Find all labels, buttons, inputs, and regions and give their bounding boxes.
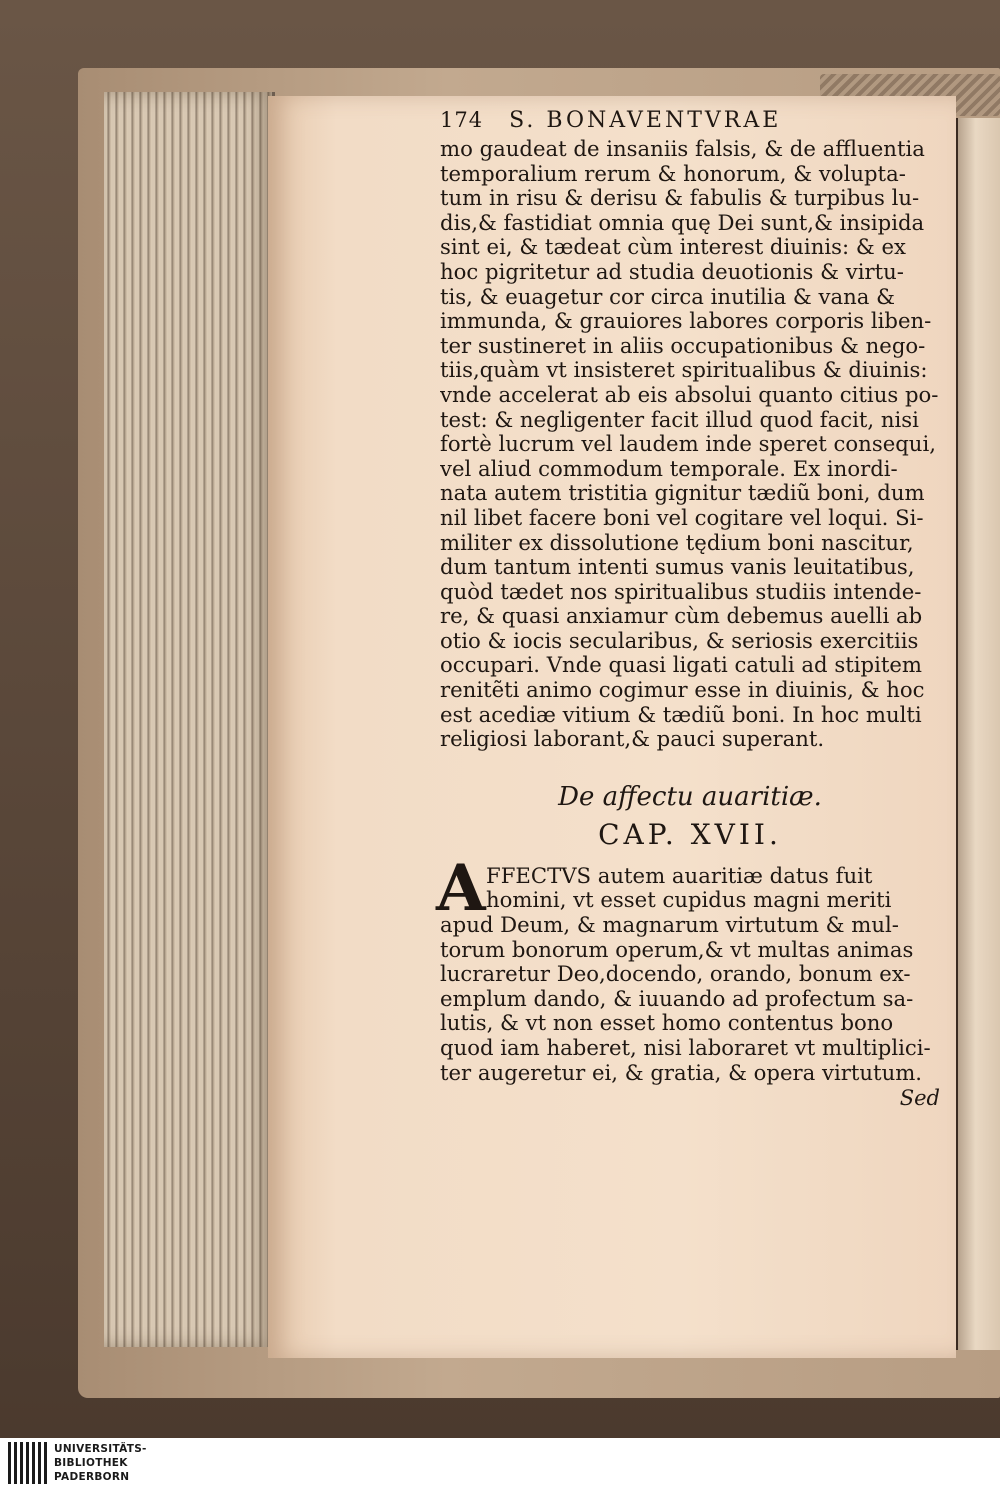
running-head (440, 106, 940, 135)
text-line: dum tantum intenti sumus vanis leuitatibus, (440, 555, 915, 580)
text-line: lutis, & vt non esset homo contentus bono (440, 1011, 894, 1036)
running-title: S. BONAVENTVRAE (509, 108, 782, 133)
library-logo-icon (8, 1442, 48, 1484)
text-line: hoc pigritetur ad studia deuotionis & virtu- (440, 259, 904, 284)
text-line: militer ex dissolutione tędium boni nascitur, (440, 530, 914, 555)
drop-cap: A (436, 850, 486, 926)
page-text (436, 106, 940, 1111)
text-line: lucraretur Deo,docendo, orando, bonum ex- (440, 962, 911, 987)
catchword: Sed (899, 1086, 940, 1111)
text-line: mo gaudeat de insaniis falsis, & de affluentia (440, 137, 925, 161)
text-line: emplum dando, & iuuando ad profectum sa- (440, 986, 914, 1011)
text-line: homini, vt esset cupidus magni meriti (486, 888, 892, 913)
text-line: tis, & euagetur cor circa inutilia & vana & (440, 284, 896, 309)
chapter-paragraph (436, 850, 940, 1111)
text-line: immunda, & grauiores labores corporis liben- (440, 309, 932, 334)
text-line: est acediæ vitium & tædiũ boni. In hoc multi (440, 702, 922, 727)
text-line: religiosi laborant,& pauci superant. (440, 727, 825, 752)
page-number: 174 (440, 108, 484, 132)
chapter-number: CAP. XVII. (598, 817, 782, 851)
text-line: nil libet facere boni vel cogitare vel loqui. Si- (440, 505, 924, 530)
text-line: otio & iocis secularibus, & seriosis exercitiis (440, 628, 919, 653)
text-line: vnde accelerat ab eis absolui quanto citius po- (440, 382, 939, 407)
text-line: test: & negligenter facit illud quod facit, nisi (440, 407, 919, 432)
library-logo (0, 1438, 1000, 1488)
text-line: temporalium rerum & honorum, & volupta- (440, 161, 906, 186)
library-logo-text (54, 1442, 147, 1484)
text-line: quòd tædet nos spiritualibus studiis intende- (440, 579, 922, 604)
text-line: dis,& fastidiat omnia quę Dei sunt,& insipida (440, 210, 925, 235)
text-line: nata autem tristitia gignitur tædiũ boni, dum (440, 481, 925, 506)
text-line: ter augeretur ei, & gratia, & opera virtutum. (440, 1060, 923, 1085)
logo-line: BIBLIOTHEK (54, 1457, 128, 1469)
text-line: quod iam haberet, nisi laboraret vt multiplici- (440, 1036, 931, 1060)
text-line: occupari. Vnde quasi ligati catuli ad stipitem (440, 653, 923, 678)
text-line: tiis,quàm vt insisteret spiritualibus & diuinis: (440, 358, 928, 383)
text-line: apud Deum, & magnarum virtutum & mul- (440, 913, 899, 938)
body-paragraph (440, 137, 940, 752)
text-line: ter sustineret in aliis occupationibus & nego- (440, 333, 926, 358)
text-line: vel aliud commodum temporale. Ex inordi- (440, 456, 898, 481)
logo-line: UNIVERSITÄTS- (54, 1443, 147, 1455)
text-line: fortè lucrum vel laudem inde speret consequi, (440, 432, 936, 457)
text-line: renitẽti animo cogimur esse in diuinis, & hoc (440, 678, 925, 703)
text-line: tum in risu & derisu & fabulis & turpibus lu- (440, 186, 920, 211)
text-line: re, & quasi anxiamur cùm debemus auelli ab (440, 604, 923, 629)
logo-line: PADERBORN (54, 1471, 130, 1483)
text-line: torum bonorum operum,& vt multas animas (440, 937, 914, 962)
text-line: sint ei, & tædeat cùm interest diuinis: & ex (440, 235, 906, 260)
chapter-title: De affectu auaritiæ. (558, 781, 822, 812)
facing-page-edge (956, 118, 1000, 1350)
page-edges (104, 92, 275, 1347)
text-line: FFECTVS autem auaritiæ datus fuit (486, 863, 873, 888)
